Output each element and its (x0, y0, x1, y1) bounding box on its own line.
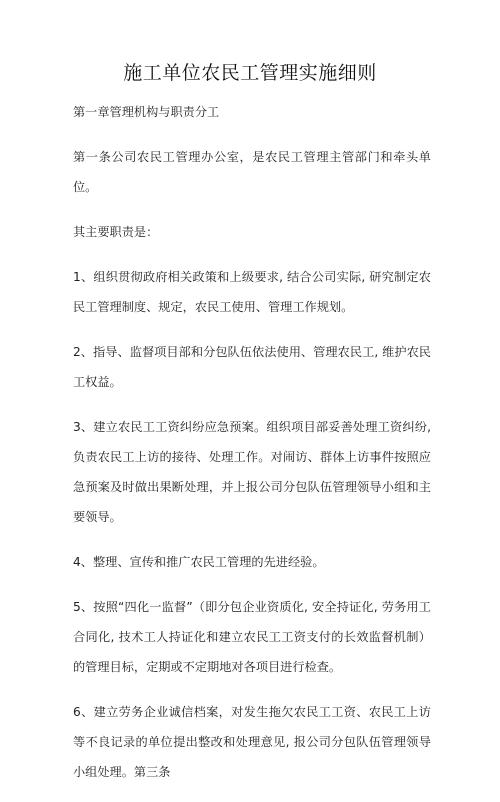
paragraph-duty-4: 4、整理、宣传和推广农民工管理的先进经验。 (73, 555, 325, 569)
paragraph-duty-6: 6、建立劳务企业诚信档案，对发生拖欠农民工工资、农民工上访等不良记录的单位提出整改和处理意见, 报公司分包队伍管理领导小组处理。第三条 (73, 705, 431, 779)
paragraph-duties-intro: 其主要职责是： (73, 225, 159, 239)
paragraph-duty-2: 2、指导、监督项目部和分包队伍依法使用、管理农民工, 维护农民工权益。 (73, 345, 431, 389)
document-body (73, 97, 431, 802)
document-title: 施工单位农民工管理实施细则 (123, 62, 377, 84)
paragraph-duty-5: 5、按照“四化一监督”（即分包企业资质化, 安全持证化, 劳务用工合同化, 技术工人持证化和建立农民工工资支付的长效监督机制）的管理目标，定期或不定期地对各项目进行检查。 (73, 600, 431, 674)
paragraph-duty-3: 3、建立农民工工资纠纷应急预案。组织项目部妥善处理工资纠纷, 负责农民工上访的接待、处理工作。对闹访、群体上访事件按照应急预案及时做出果断处理，并上报公司分包队伍管理领导小组和主要领导。 (73, 420, 431, 524)
paragraph-duty-1: 1、组织贯彻政府相关政策和上级要求, 结合公司实际, 研究制定农民工管理制度、规定，农民工使用、管理工作规划。 (73, 270, 431, 314)
chapter-heading: 第一章管理机构与职责分工 (73, 105, 220, 119)
paragraph-article-1: 第一条公司农民工管理办公室，是农民工管理主管部门和牵头单位。 (73, 150, 431, 194)
